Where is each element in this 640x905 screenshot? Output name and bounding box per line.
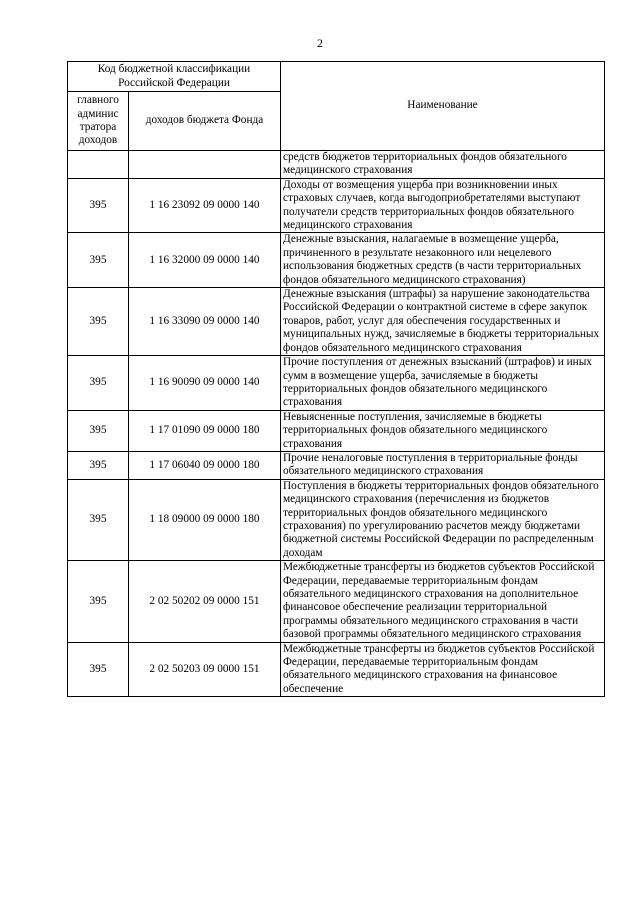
cell-name: средств бюджетов территориальных фондов обязательного медицинского страхования bbox=[281, 151, 605, 179]
table-row bbox=[68, 479, 605, 560]
cell-name: Невыясненные поступления, зачисляемые в бюджеты территориальных фондов обязательного медицинского страхования bbox=[281, 410, 605, 451]
page-number: 2 bbox=[317, 36, 323, 50]
header-name: Наименование bbox=[281, 62, 605, 151]
cell-name: Межбюджетные трансферты из бюджетов субъектов Российской Федерации, передаваемые территориальным фондам обязательного медицинского страхования на дополнительное финансовое обеспечение реализации территориальной программы обязательного медицинского страхования в части базовой программы обязательного медицинского страхования bbox=[281, 561, 605, 642]
header-classification-code: Код бюджетной классификации Российской Федерации bbox=[68, 62, 281, 92]
cell-income-code: 2 02 50202 09 0000 151 bbox=[129, 561, 281, 642]
table-header bbox=[68, 62, 605, 151]
cell-admin-code: 395 bbox=[68, 451, 129, 479]
cell-admin-code: 395 bbox=[68, 479, 129, 560]
table-row bbox=[68, 410, 605, 451]
cell-name: Межбюджетные трансферты из бюджетов субъектов Российской Федерации, передаваемые территориальным фондам обязательного медицинского страхования на финансовое обеспечение bbox=[281, 642, 605, 697]
cell-admin-code: 395 bbox=[68, 233, 129, 288]
cell-income-code: 1 16 33090 09 0000 140 bbox=[129, 288, 281, 356]
cell-name: Доходы от возмещения ущерба при возникновении иных страховых случаев, когда выгодоприобретателями выступают получатели средств территориальных фондов обязательного медицинского страхования bbox=[281, 178, 605, 233]
table-row bbox=[68, 233, 605, 288]
table-row bbox=[68, 561, 605, 642]
cell-name: Прочие поступления от денежных взысканий (штрафов) и иных сумм в возмещение ущерба, зачисляемые в бюджеты территориальных фондов обязательного медицинского страхования bbox=[281, 356, 605, 411]
cell-admin-code: 395 bbox=[68, 410, 129, 451]
cell-income-code: 2 02 50203 09 0000 151 bbox=[129, 642, 281, 697]
cell-income-code: 1 17 06040 09 0000 180 bbox=[129, 451, 281, 479]
cell-name: Прочие неналоговые поступления в территориальные фонды обязательного медицинского страхования bbox=[281, 451, 605, 479]
table-row bbox=[68, 151, 605, 179]
budget-classification-table bbox=[67, 61, 605, 697]
header-chief-administrator: главного админис тратора доходов bbox=[68, 92, 129, 151]
header-fund-income: доходов бюджета Фонда bbox=[129, 92, 281, 151]
cell-name: Денежные взыскания, налагаемые в возмещение ущерба, причиненного в результате незаконного или нецелевого использования бюджетных средств (в части территориальных фондов обязательного медицинского страхования) bbox=[281, 233, 605, 288]
table-row bbox=[68, 451, 605, 479]
cell-admin-code: 395 bbox=[68, 356, 129, 411]
table-row bbox=[68, 642, 605, 697]
cell-income-code: 1 16 32000 09 0000 140 bbox=[129, 233, 281, 288]
table-body bbox=[68, 151, 605, 697]
cell-name: Поступления в бюджеты территориальных фондов обязательного медицинского страхования (перечисления из бюджетов территориальных фондов обязательного медицинского страхования) по урегулированию расчетов между бюджетами бюджетной системы Российской Федерации по распределенным доходам bbox=[281, 479, 605, 560]
cell-admin-code bbox=[68, 151, 129, 179]
cell-admin-code: 395 bbox=[68, 561, 129, 642]
cell-income-code bbox=[129, 151, 281, 179]
cell-admin-code: 395 bbox=[68, 642, 129, 697]
cell-admin-code: 395 bbox=[68, 288, 129, 356]
cell-income-code: 1 16 90090 09 0000 140 bbox=[129, 356, 281, 411]
table-row bbox=[68, 288, 605, 356]
table-row bbox=[68, 356, 605, 411]
cell-income-code: 1 16 23092 09 0000 140 bbox=[129, 178, 281, 233]
table-row bbox=[68, 178, 605, 233]
cell-income-code: 1 17 01090 09 0000 180 bbox=[129, 410, 281, 451]
cell-income-code: 1 18 09000 09 0000 180 bbox=[129, 479, 281, 560]
cell-name: Денежные взыскания (штрафы) за нарушение законодательства Российской Федерации о контрактной системе в сфере закупок товаров, работ, услуг для обеспечения государственных и муниципальных нужд, зачисляемые в бюджеты территориальных фондов обязательного медицинского страхования bbox=[281, 288, 605, 356]
cell-admin-code: 395 bbox=[68, 178, 129, 233]
